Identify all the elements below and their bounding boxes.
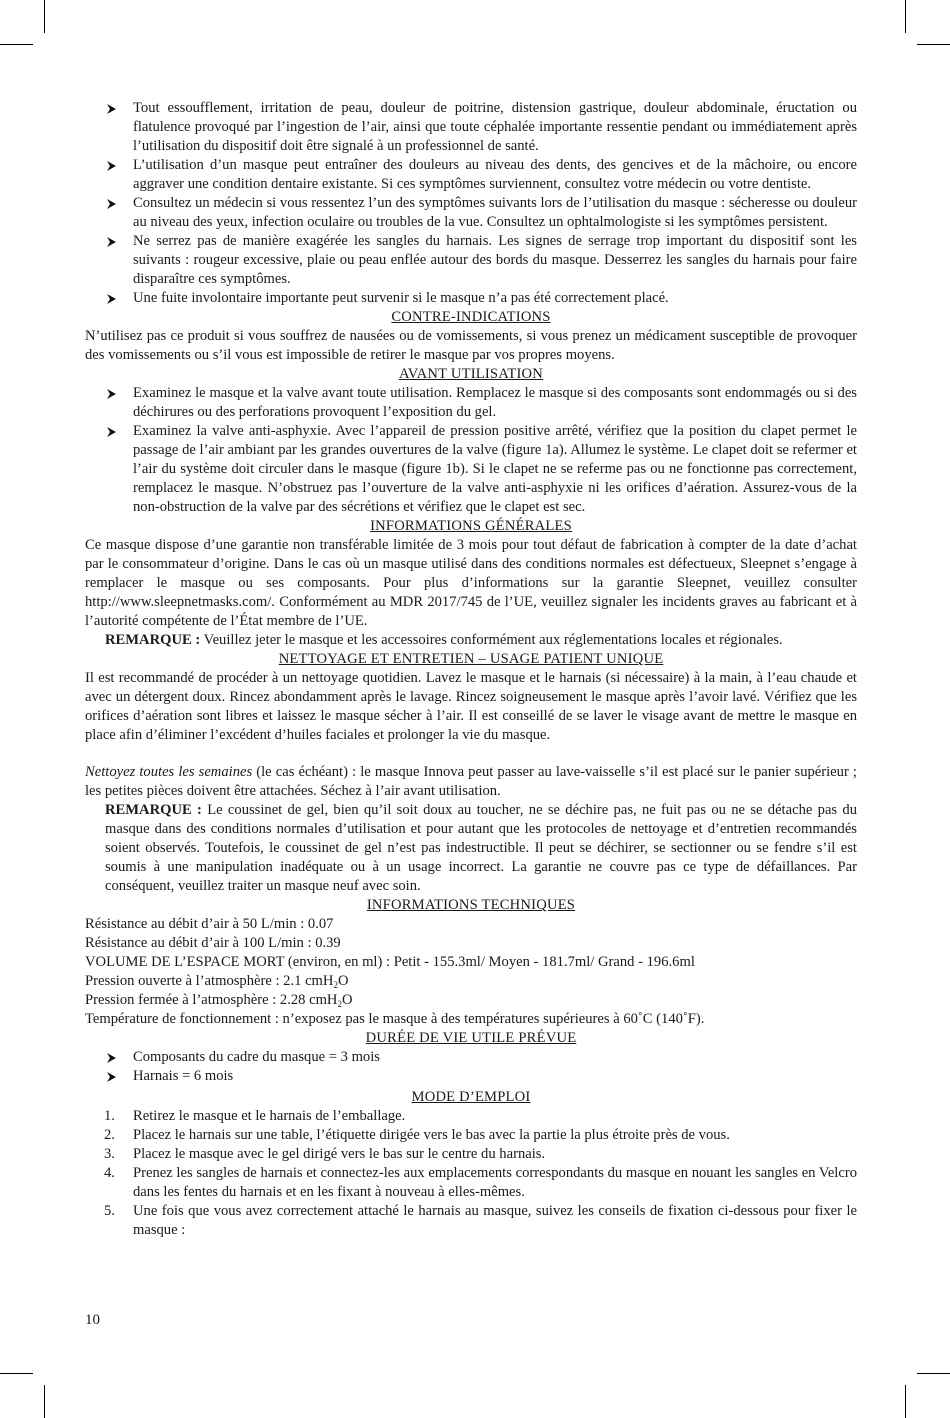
tech-line-closed-pressure xyxy=(85,991,857,1010)
list-item xyxy=(85,1126,857,1145)
spacer xyxy=(85,745,857,763)
step-text: Placez le harnais sur une table, l’étiquette dirigée vers le bas avec la partie la plus étroite près de vous. xyxy=(133,1127,730,1143)
step-number: 2. xyxy=(104,1127,115,1143)
section-heading-informations-generales: INFORMATIONS GÉNÉRALES xyxy=(370,518,572,534)
section-heading-nettoyage: NETTOYAGE ET ENTRETIEN – USAGE PATIENT UNIQUE xyxy=(278,651,664,667)
tech-line-open-pressure xyxy=(85,972,857,991)
remark-label: REMARQUE : xyxy=(105,802,202,818)
bullet-text: Tout essoufflement, irritation de peau, douleur de poitrine, distension gastrique, douleur abdominale, éructation ou flatulence provoqué par l’ingestion de l’air, ainsi que toute céphalée importante ressentie pendant ou immédiatement après l’utilisation du dispositif doit être signalé à un professionnel de santé. xyxy=(133,100,857,154)
list-item xyxy=(85,1048,857,1067)
arrowhead-bullet-icon xyxy=(105,1048,119,1067)
arrowhead-bullet-icon xyxy=(105,99,119,118)
arrowhead-bullet-icon xyxy=(105,156,119,175)
tech-line: Résistance au débit d’air à 100 L/min : 0.39 xyxy=(85,935,341,951)
crop-mark xyxy=(0,1373,33,1374)
step-text: Prenez les sangles de harnais et connectez-les aux emplacements correspondants du masque en nouant les sangles en Velcro dans les fentes du harnais et en les fixant à nouveau à elles-mêmes. xyxy=(133,1165,857,1200)
crop-mark xyxy=(0,44,33,45)
crop-mark xyxy=(905,1385,906,1418)
crop-mark xyxy=(917,1373,950,1374)
tech-line: Résistance au débit d’air à 50 L/min : 0.07 xyxy=(85,916,334,932)
remark-text: Veuillez jeter le masque et les accessoires conformément aux réglementations locales et régionales. xyxy=(200,632,783,648)
section-heading-duree-de-vie: DURÉE DE VIE UTILE PRÉVUE xyxy=(365,1030,577,1046)
section-heading-avant-utilisation: AVANT UTILISATION xyxy=(398,366,544,382)
subscript: 2 xyxy=(337,999,342,1009)
remark-paragraph xyxy=(85,801,857,896)
tech-line: Température de fonctionnement : n’exposez pas le masque à des températures supérieures à 60˚C (140˚F). xyxy=(85,1011,705,1027)
list-item xyxy=(85,422,857,517)
section-heading-informations-techniques: INFORMATIONS TECHNIQUES xyxy=(366,897,576,913)
step-number: 1. xyxy=(104,1108,115,1124)
bullet-text: Une fuite involontaire importante peut survenir si le masque n’a pas été correctement placé. xyxy=(133,290,669,306)
document-body xyxy=(85,99,857,1240)
step-text: Une fois que vous avez correctement attaché le harnais au masque, suivez les conseils de fixation ci-dessous pour fixer le masque : xyxy=(133,1203,857,1238)
crop-mark xyxy=(905,0,906,33)
arrowhead-bullet-icon xyxy=(105,1067,119,1086)
cleaning-text: Il est recommandé de procéder à un nettoyage quotidien. Lavez le masque et le harnais (si nécessaire) à la main, à l’eau chaude et avec un détergent doux. Rincez abondamment après le lavage. Rincez soigneusement le masque après l’avoir lavé. Vérifiez que les orifices d’aération sont libres et laissez le masque sécher à l’air. Il est conseillé de se laver le visage avant de mettre le masque en place afin d’éliminer l’excédent d’huiles faciales et prolonger la vie du masque. xyxy=(85,670,857,743)
unit-suffix: O xyxy=(337,973,349,989)
remark-paragraph xyxy=(85,631,857,650)
step-number: 3. xyxy=(104,1146,115,1162)
list-item xyxy=(85,1145,857,1164)
weekly-cleaning-paragraph xyxy=(85,763,857,801)
list-item xyxy=(85,289,857,308)
step-number: 5. xyxy=(104,1203,115,1219)
crop-mark xyxy=(44,1385,45,1418)
arrowhead-bullet-icon xyxy=(105,384,119,403)
list-item xyxy=(85,1107,857,1126)
list-item xyxy=(85,156,857,194)
arrowhead-bullet-icon xyxy=(105,232,119,251)
contre-indications-text: N’utilisez pas ce produit si vous souffrez de nausées ou de vomissements, si vous prenez un médicament susceptible de provoquer des vomissements ou s’il vous est impossible de retirer le masque par vos propres moyens. xyxy=(85,328,857,363)
arrowhead-bullet-icon xyxy=(105,289,119,308)
weekly-label: Nettoyez toutes les semaines xyxy=(85,764,253,780)
bullet-text: Consultez un médecin si vous ressentez l’un des symptômes suivants lors de l’utilisation du masque : sécheresse ou douleur au niveau des yeux, infection oculaire ou troubles de la vue. Consultez un ophtalmologiste si les symptômes persistent. xyxy=(133,195,857,230)
list-item xyxy=(85,1202,857,1240)
list-item xyxy=(85,194,857,232)
arrowhead-bullet-icon xyxy=(105,422,119,441)
remark-label: REMARQUE : xyxy=(105,632,201,648)
section-heading-mode-emploi: MODE D’EMPLOI xyxy=(411,1089,531,1105)
tech-line: VOLUME DE L’ESPACE MORT (environ, en ml) : Petit - 155.3ml/ Moyen - 181.7ml/ Grand - 196.6ml xyxy=(85,954,695,970)
list-item xyxy=(85,384,857,422)
bullet-text: Examinez la valve anti-asphyxie. Avec l’appareil de pression positive arrêté, vérifiez que la position du clapet permet le passage de l’air ambiant par les grandes ouvertures de la valve (figure 1a). Allumez le système. Le clapet doit se refermer et l’air du système doit circuler dans le masque (figure 1b). Si le clapet ne se referme pas ou ne fonctionne pas correctement, remplacez le masque. N’obstruez pas l’ouverture de la valve anti-asphyxie ni les orifices d’aération. Assurez-vous de la non-obstruction de la valve par des sécrétions et vérifiez que le clapet est sec. xyxy=(133,423,857,515)
crop-mark xyxy=(917,44,950,45)
warning-list xyxy=(85,99,857,308)
bullet-text: L’utilisation d’un masque peut entraîner des douleurs au niveau des dents, des gencives et de la mâchoire, ou encore aggraver une condition dentaire existante. Si ces symptômes surviennent, consultez votre médecin ou votre dentiste. xyxy=(133,157,857,192)
arrowhead-bullet-icon xyxy=(105,194,119,213)
list-item xyxy=(85,232,857,289)
bullet-text: Ne serrez pas de manière exagérée les sangles du harnais. Les signes de serrage trop important du dispositif sont les suivants : rougeur excessive, plaie ou peau enflée autour des bords du masque. Desserrez les sangles du harnais pour faire disparaître ces symptômes. xyxy=(133,233,857,287)
step-number: 4. xyxy=(104,1165,115,1181)
step-text: Retirez le masque et le harnais de l’emballage. xyxy=(133,1108,406,1124)
remark-text: Le coussinet de gel, bien qu’il soit doux au toucher, ne se déchire pas, ne fuit pas ou ne se détache pas du masque dans des conditions normales d’utilisation et pour autant que les protocoles de nettoyage et d’entretien recommandés soient observés. Toutefois, le coussinet de gel n’est pas indestructible. Il peut se déchirer, se sectionner ou se fendre s’il est soumis à une manipulation inadéquate ou à un usage incorrect. La garantie ne couvre pas ce type de défaillances. Par conséquent, veuillez traiter un masque neuf avec soin. xyxy=(105,802,857,894)
bullet-text: Composants du cadre du masque = 3 mois xyxy=(133,1049,380,1065)
list-item xyxy=(85,1164,857,1202)
bullet-text: Examinez le masque et la valve avant toute utilisation. Remplacez le masque si des composants sont endommagés ou si des déchirures ou des perforations provoquent l’exposition du gel. xyxy=(133,385,857,420)
page-number: 10 xyxy=(85,1312,100,1328)
crop-mark xyxy=(44,0,45,33)
list-item xyxy=(85,1067,857,1086)
subscript: 2 xyxy=(333,980,338,990)
step-text: Placez le masque avec le gel dirigé vers le bas sur le centre du harnais. xyxy=(133,1146,546,1162)
open-pressure-text: Pression ouverte à l’atmosphère : 2.1 cmH xyxy=(85,973,334,989)
closed-pressure-text: Pression fermée à l’atmosphère : 2.28 cmH xyxy=(85,992,338,1008)
bullet-text: Harnais = 6 mois xyxy=(133,1068,234,1084)
weekly-text: (le cas échéant) : le masque Innova peut passer au lave-vaisselle s’il est placé sur le panier supérieur ; les petites pièces doivent être attachées. Séchez à l’air avant utilisation. xyxy=(85,764,857,799)
list-item xyxy=(85,99,857,156)
warranty-text: Ce masque dispose d’une garantie non transférable limitée de 3 mois pour tout défaut de fabrication à compter de la date d’achat par le consommateur d’origine. Dans le cas où un masque utilisé dans des conditions normales est défectueux, Sleepnet s’engage à remplacer le masque ou ses composants. Pour plus d’informations sur la garantie Sleepnet, veuillez consulter http://www.sleepnetmasks.com/. Conformément au MDR 2017/745 de l’UE, veuillez signaler les incidents graves au fabricant et à l’autorité compétente de l’État membre de l’UE. xyxy=(85,537,857,629)
unit-suffix: O xyxy=(341,992,353,1008)
section-heading-contre-indications: CONTRE-INDICATIONS xyxy=(391,309,551,325)
